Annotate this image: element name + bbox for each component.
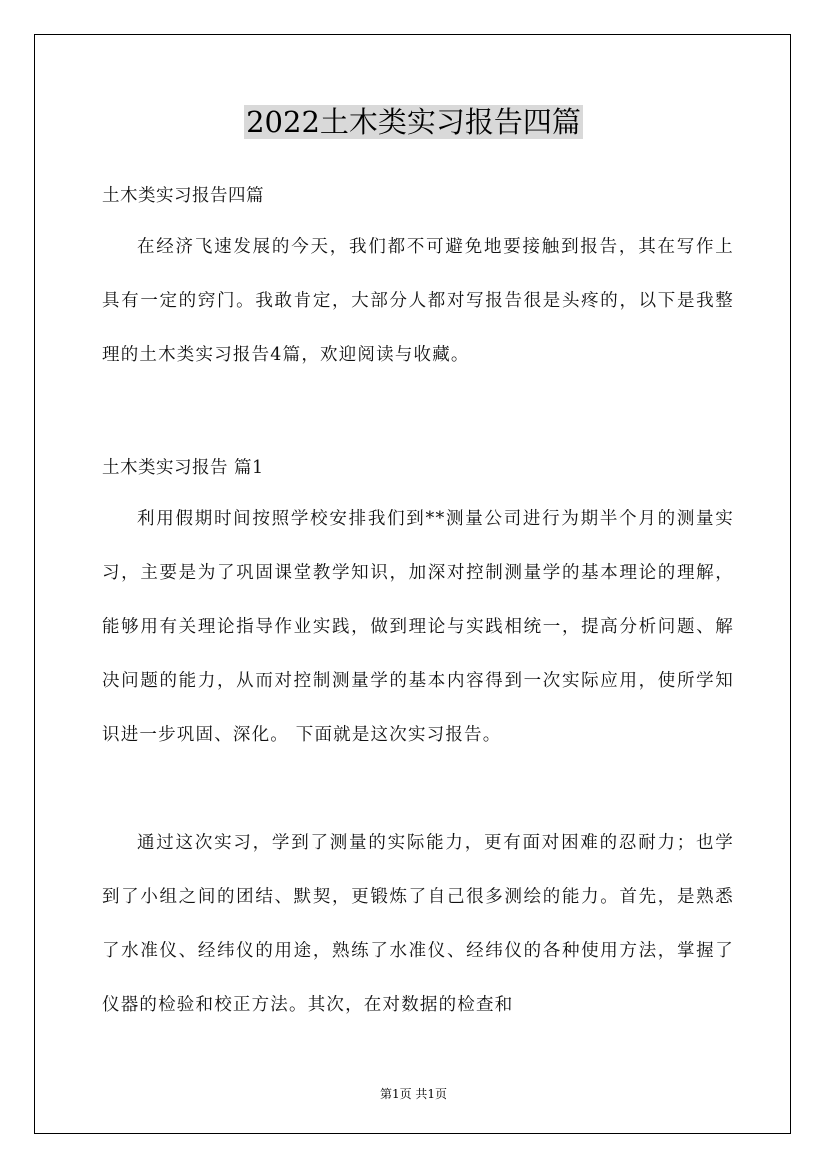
- page-footer: 第1页 共1页: [379, 1087, 448, 1101]
- document-title-text: 2022土木类实习报告四篇: [246, 105, 581, 139]
- section-heading: 土木类实习报告 篇1: [102, 458, 264, 478]
- document-title: [0, 100, 827, 141]
- document-subtitle: 土木类实习报告四篇: [102, 186, 264, 206]
- section-paragraph-1: 利用假期时间按照学校安排我们到**测量公司进行为期半个月的测量实习，主要是为了巩固课堂教学知识，加深对控制测量学的基本理论的理解，能够用有关理论指导作业实践，做到理论与实践相统一，提高分析问题、解决问题的能力，从而对控制测量学的基本内容得到一次实际应用，使所学知识进一步巩固、深化。 下面就是这次实习报告。: [102, 509, 734, 745]
- intro-paragraph: 在经济飞速发展的今天，我们都不可避免地要接触到报告，其在写作上具有一定的窍门。我敢肯定，大部分人都对写报告很是头疼的，以下是我整理的土木类实习报告4篇，欢迎阅读与收藏。: [102, 237, 734, 365]
- section-paragraph-2: 通过这次实习，学到了测量的实际能力，更有面对困难的忍耐力；也学到了小组之间的团结、默契，更锻炼了自己很多测绘的能力。首先，是熟悉了水准仪、经纬仪的用途，熟练了水准仪、经纬仪的各种使用方法，掌握了仪器的检验和校正方法。其次，在对数据的检查和: [102, 833, 734, 1015]
